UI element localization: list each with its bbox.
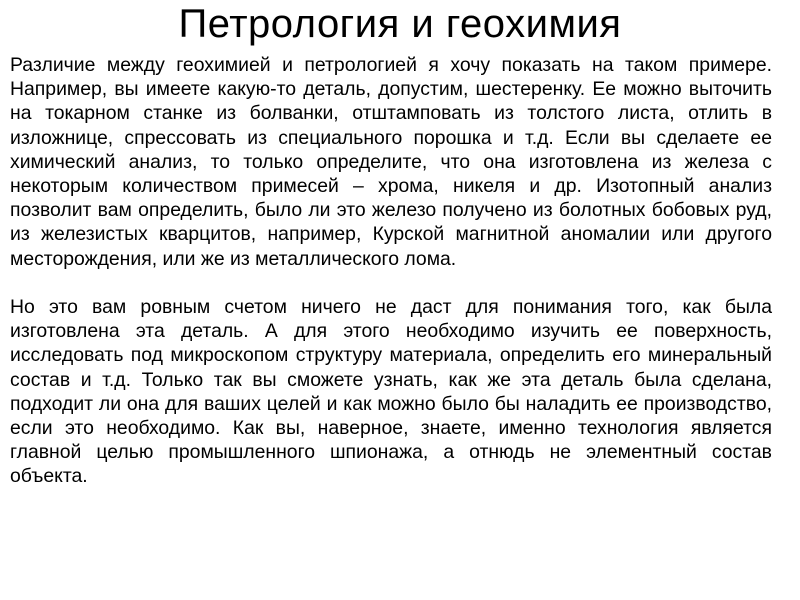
paragraph-2: Но это вам ровным счетом ничего не даст для понимания того, как была изготовлена эта деталь. А для этого необходимо изучить ее поверхность, исследовать под микроскопом структуру материала, определить его минеральный состав и т.д. Только так вы сможете узнать, как же эта деталь была сделана, подходит ли она для ваших целей и как можно было бы наладить ее производство, если это необходимо. Как вы, наверное, знаете, именно технология является главной целью промышленного шпионажа, а отнюдь не элементный состав объекта.	[10, 296, 772, 488]
slide-body	[10, 53, 772, 489]
slide-title: Петрология и геохимия	[178, 2, 622, 46]
paragraph-1: Различие между геохимией и петрологией я хочу показать на таком примере. Например, вы имеете какую-то деталь, допустим, шестеренку. Ее можно выточить на токарном станке из болванки, отштамповать из толстого листа, отлить в изложнице, спрессовать из специального порошка и т.д. Если вы сделаете ее химический анализ, то только определите, что она изготовлена из железа с некоторым количеством примесей – хрома, никеля и др. Изотопный анализ позволит вам определить, было ли это железо получено из болотных бобовых руд, из железистых кварцитов, например, Курской магнитной аномалии или другого месторождения, или же из металлического лома.	[10, 54, 772, 270]
